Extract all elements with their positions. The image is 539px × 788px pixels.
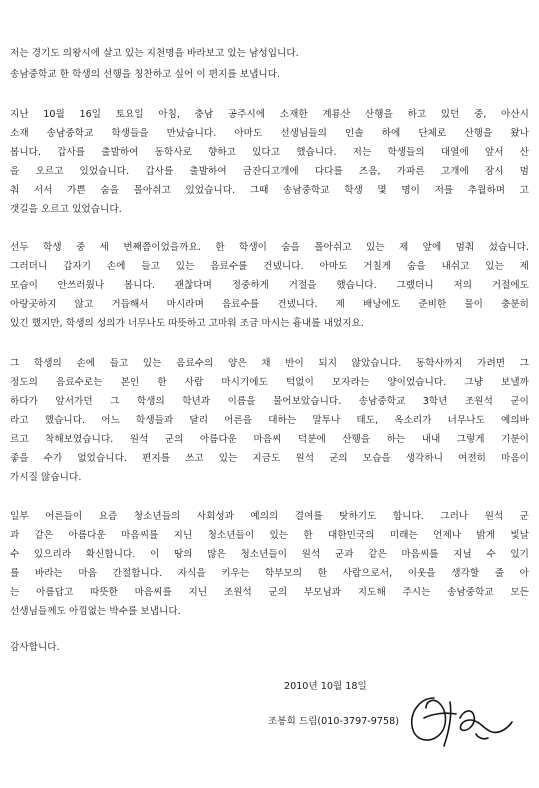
- paragraph-4-line: 일부 어른들이 요즘 청소년들의 사회성과 예의의 결여를 탓하기도 합니다. 그러나 원석 군: [10, 511, 529, 522]
- paragraph-2-line: 있긴 했지만, 학생의 성의가 너무나도 따뜻하고 고마워 조금 마시는 흉내를 내었지요.: [10, 318, 364, 329]
- paragraph-3-line: 르고 착해보였습니다. 원석 군의 아름다운 마음씨 덕분에 산행을 하는 내내 그렇게 기분이: [10, 434, 529, 445]
- paragraph-1-line: 을 오르고 있었습니다. 갑사를 출발하여 금잔디고개에 다다를 즈음, 가파른 고개에 잠시 멈: [10, 166, 529, 177]
- paragraph-1-line: 지난 10월 16일 토요일 아침, 충남 공주시에 소재한 계룡산 산행을 하고 있던 중, 아산시: [10, 109, 529, 120]
- paragraph-3-line: 하다가 앞서가던 그 학생의 학년과 이름을 물어보았습니다. 송남중학교 3학년 조원석 군이: [10, 396, 529, 407]
- paragraph-4-line: 수 있으리라 확신합니다. 이 땅의 많은 청소년들이 원석 군과 같은 마음씨를 지닐 수 있기: [10, 549, 529, 560]
- paragraph-1-line: 춰 서서 가쁜 숨을 몰아쉬고 있었습니다. 그때 송남중학교 학생 몇 명이 저를 추월하며 고: [10, 185, 529, 196]
- handwritten-signature: [404, 688, 516, 760]
- paragraph-2-line: 아랑곳하지 않고 거듭해서 마시라며 음료수를 건넸니다. 제 배낭에도 준비한 물이 충분히: [10, 299, 529, 310]
- paragraph-3-line: 정도의 음료수로는 본인 한 사람 마시기에도 턱없이 모자라는 양이었습니다. 그냥 보낼까: [10, 377, 529, 388]
- letter-date: 2010년 10월 18일: [284, 681, 367, 692]
- paragraph-3-line: 그 학생의 손에 들고 있는 음료수의 양은 채 반이 되지 않았습니다. 동학사까지 가려면 그: [10, 358, 529, 369]
- paragraph-2-line: 선두 학생 중 세 번째쯤이었을까요. 한 학생이 숨을 몰아쉬고 있는 제 앞에 멈춰 섰습니다.: [10, 242, 529, 253]
- paragraph-4-line: 선생님들께도 아낌없는 박수를 보냅니다.: [10, 606, 181, 617]
- paragraph-1-line: 봅니다. 갑사를 출발하여 동학사로 향하고 있다고 했습니다. 저는 학생들의 대열에 앞서 산: [10, 147, 529, 158]
- paragraph-4-line: 를 바라는 마음 간절합니다. 자식을 키우는 학부모의 한 사람으로서, 이웃을 생각할 줄 아: [10, 568, 529, 579]
- paragraph-1-line: 소재 송남중학교 학생들을 만났습니다. 아마도 선생님들의 인솔 하에 단체로 산행을 왔나: [10, 128, 529, 139]
- closing-text: 감사합니다.: [10, 642, 60, 653]
- paragraph-2-line: 모습이 안쓰러웠나 봅니다. 괜찮다며 정중하게 거절을 했습니다. 그랬더니 저의 거절에도: [10, 280, 529, 291]
- paragraph-1-line: 갯길을 오르고 있었습니다.: [10, 204, 122, 215]
- paragraph-3-line: 좋을 수가 없었습니다. 편지를 쓰고 있는 지금도 원석 군의 모습을 생각하니 여전히 마음이: [10, 453, 529, 464]
- paragraph-4-line: 과 같은 아름다운 마음씨를 지닌 청소년들이 있는 한 대한민국의 미래는 언제나 밝게 빛날: [10, 530, 529, 541]
- paragraph-3-line: 가시질 않습니다.: [10, 472, 82, 483]
- intro-line: 송남중학교 한 학생의 선행을 칭찬하고 싶어 이 편지를 보냅니다.: [10, 69, 281, 80]
- paragraph-2-line: 그러더니 갑자기 손에 들고 있는 음료수를 건넸니다. 아마도 거칠게 숨을 내쉬고 있는 제: [10, 261, 529, 272]
- sender-line: 조봉희 드림(010-3797-9758): [268, 716, 399, 727]
- paragraph-4-line: 는 아름답고 따뜻한 마음씨를 지닌 조원석 군의 부모님과 지도해 주시는 송남중학교 모든: [10, 587, 529, 598]
- intro-line: 저는 경기도 의왕시에 살고 있는 지천명을 바라보고 있는 남성입니다.: [10, 48, 299, 59]
- paragraph-3-line: 라고 했습니다. 어느 학생들과 달리 어른을 대하는 말투나 태도, 옥소리가 너무나도 예의바: [10, 415, 529, 426]
